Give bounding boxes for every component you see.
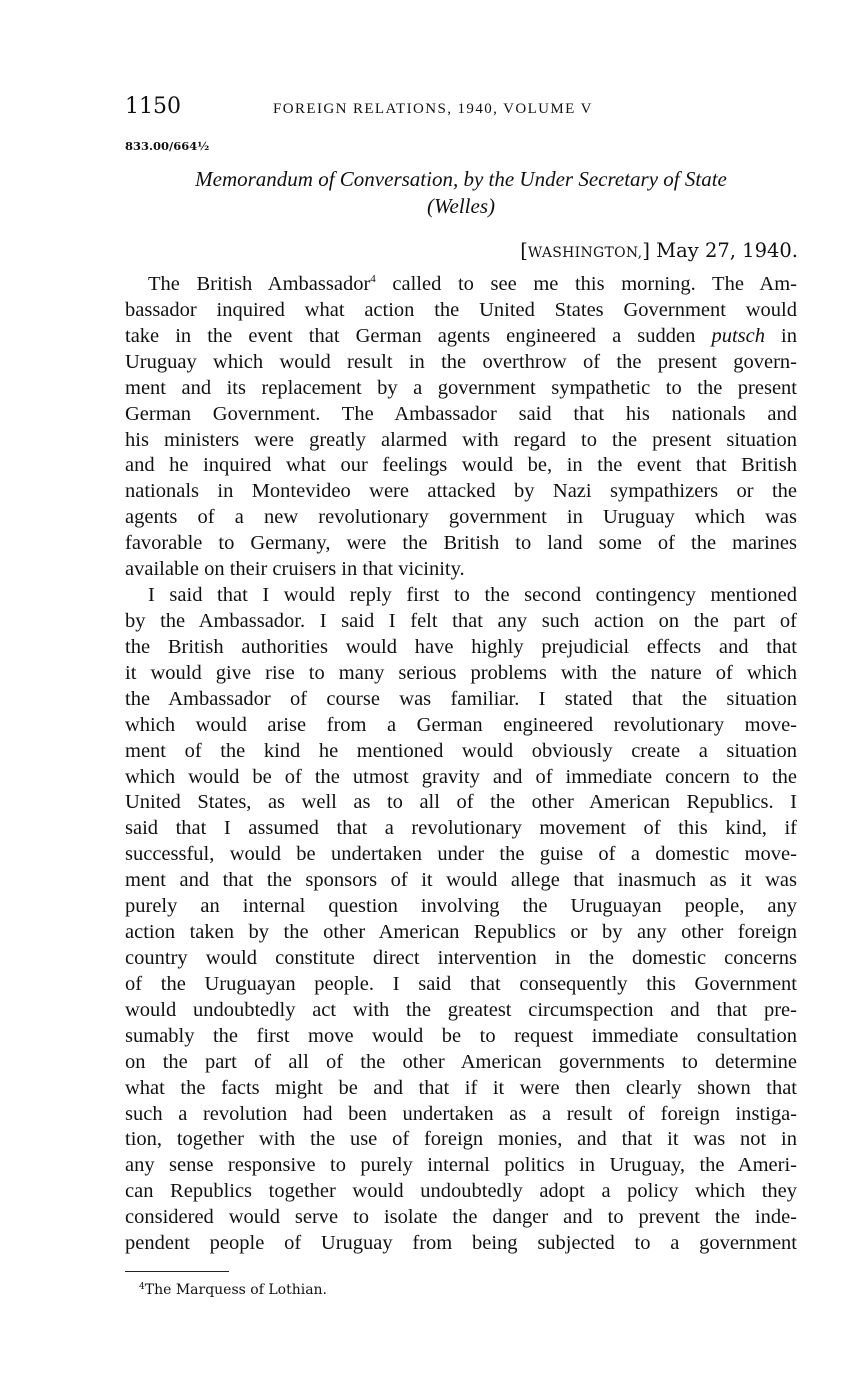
memorandum-body [125, 272, 797, 1257]
text-line: by the Ambassador. I said I felt that any such action on the part of [125, 609, 797, 632]
text-line: action taken by the other American Republics or by any other foreign [125, 921, 797, 944]
text-span: called to see me this morning. The Am- [375, 273, 797, 295]
page-header [125, 94, 797, 124]
text-line: which would be of the utmost gravity and of immediate concern to the [125, 765, 797, 788]
text-line: ment of the kind he mentioned would obviously create a situation [125, 739, 797, 762]
text-line: favorable to Germany, were the British to land some of the marines [125, 532, 797, 555]
text-line: nationals in Montevideo were attacked by Nazi sympathizers or the [125, 480, 797, 503]
text-span: take in the event that German agents engineered a sudden [125, 324, 712, 347]
text-line: would undoubtedly act with the greatest circumspection and that pre- [125, 998, 797, 1021]
text-line: of the Uruguayan people. I said that consequently this Government [125, 972, 797, 995]
paragraph [125, 272, 797, 583]
dateline-bracket: [ [520, 239, 528, 262]
text-line: which would arise from a German engineered revolutionary move- [125, 713, 797, 736]
text-line: any sense responsive to purely internal politics in Uruguay, the Ameri- [125, 1154, 797, 1177]
text-line: the British authorities would have highly prejudicial effects and that [125, 635, 797, 658]
footnote [139, 1282, 327, 1298]
page-number: 1150 [125, 94, 181, 119]
text-line: and he inquired what our feelings would be, in the event that British [125, 454, 797, 477]
text-line: agents of a new revolutionary government in Uruguay which was [125, 506, 797, 529]
text-line [125, 324, 797, 350]
footnote-reference: 4 [370, 273, 376, 285]
text-line: such a revolution had been undertaken as a result of foreign instiga- [125, 1102, 797, 1125]
file-number: 833.00/664½ [125, 139, 210, 153]
text-line: I said that I would reply first to the second contingency mentioned [148, 584, 797, 607]
text-line: sumably the first move would be to request immediate consultation [125, 1024, 797, 1047]
document-title-line: (Welles) [426, 194, 496, 218]
paragraph [125, 583, 797, 1257]
footnote-marker: 4 [139, 1282, 145, 1292]
text-line: ment and that the sponsors of it would allege that inasmuch as it was [125, 869, 797, 892]
text-line: German Government. The Ambassador said that his nationals and [125, 402, 797, 425]
text-line: United States, as well as to all of the other American Republics. I [125, 791, 797, 814]
text-line: ment and its replacement by a government sympathetic to the present [125, 376, 797, 399]
text-span: in [764, 324, 797, 347]
text-line: what the facts might be and that if it were then clearly shown that [125, 1076, 797, 1099]
text-line: pendent people of Uruguay from being subjected to a government [125, 1232, 797, 1255]
text-line: considered would serve to isolate the danger and to prevent the inde- [125, 1206, 797, 1229]
text-line: can Republics together would undoubtedly adopt a policy which they [125, 1180, 797, 1203]
text-line: his ministers were greatly alarmed with regard to the present situation [125, 428, 797, 451]
running-head: FOREIGN RELATIONS, 1940, VOLUME V [273, 101, 593, 117]
text-line: successful, would be undertaken under the guise of a domestic move- [125, 843, 797, 866]
dateline [520, 239, 798, 262]
text-line: it would give rise to many serious problems with the nature of which [125, 661, 797, 684]
text-line: the Ambassador of course was familiar. I stated that the situation [125, 687, 797, 710]
text-line: bassador inquired what action the United States Government would [125, 298, 797, 321]
text-line: Uruguay which would result in the overthrow of the present govern- [125, 350, 797, 373]
text-line: said that I assumed that a revolutionary movement of this kind, if [125, 817, 797, 840]
dateline-place: WASHINGTON, [527, 245, 643, 261]
text-line [125, 272, 797, 298]
footnote-divider [125, 1271, 229, 1272]
text-line: available on their cruisers in that vicinity. [125, 558, 465, 581]
text-line: country would constitute direct intervention in the domestic concerns [125, 946, 797, 969]
document-title [125, 166, 797, 220]
text-line: on the part of all of the other American governments to determine [125, 1050, 797, 1073]
footnote-text: The Marquess of Lothian. [144, 1282, 328, 1298]
document-title-line: Memorandum of Conversation, by the Under Secretary of State [195, 167, 727, 191]
text-span: The British Ambassador [148, 273, 371, 295]
dateline-date: ] May 27, 1940. [642, 239, 798, 262]
text-line: tion, together with the use of foreign monies, and that it was not in [125, 1128, 797, 1151]
emphasis-text: putsch [711, 324, 765, 347]
text-line: purely an internal question involving the Uruguayan people, any [125, 895, 797, 918]
